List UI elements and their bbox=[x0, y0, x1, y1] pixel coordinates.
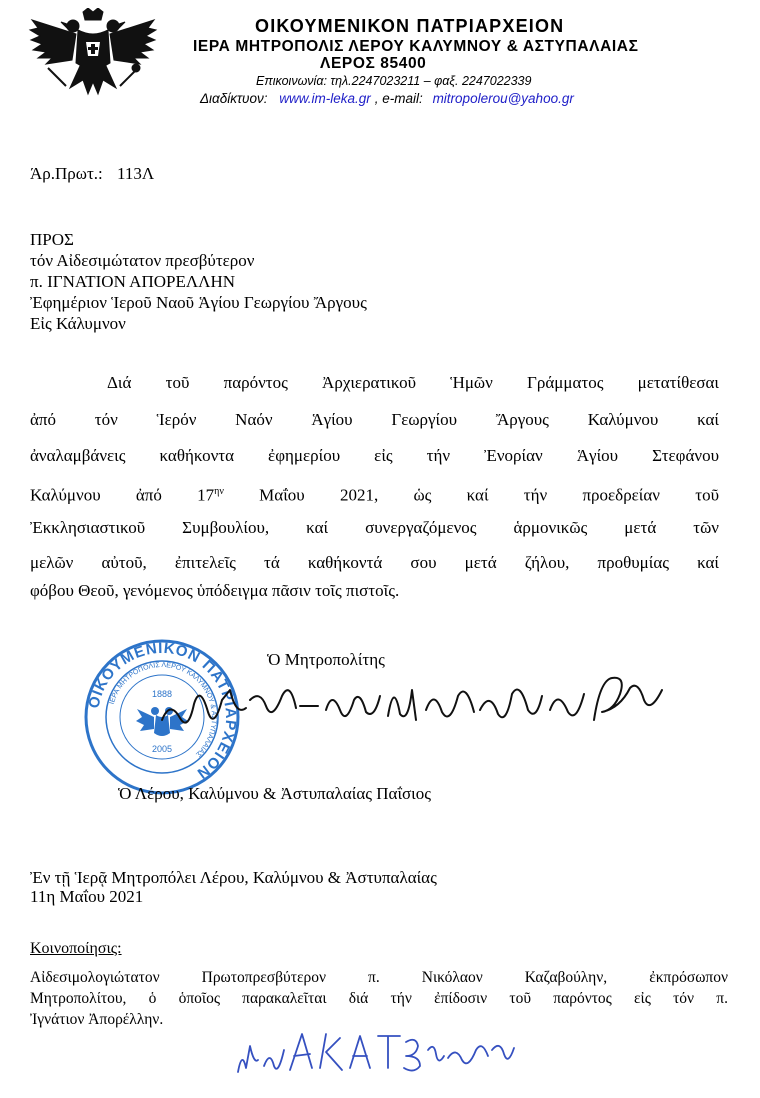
protocol-label: Άρ.Πρωτ.: bbox=[30, 164, 103, 183]
body-line-7: φόβου Θεοῦ, γενόμενος ὑπόδειγμα πᾶσιν τοῖς πιστοῖς. bbox=[30, 581, 400, 600]
delegate-handwritten-signature bbox=[230, 1020, 520, 1080]
body-line-4a: Καλύμνου ἀπό 17 bbox=[30, 485, 215, 505]
date-line: 11η Μαΐου 2021 bbox=[30, 887, 144, 906]
cc-line-3: Ἰγνάτιον Ἀπορέλλην. bbox=[30, 1011, 164, 1028]
recipient-line-3: Ἐφημέριον Ἱεροῦ Ναοῦ Ἁγίου Γεωργίου Ἄργους bbox=[30, 293, 367, 312]
cc-heading: Κοινοποίησις: bbox=[30, 940, 122, 957]
signature-name: Ὁ Λέρου, Καλύμνου & Ἀστυπαλαίας Παΐσιος bbox=[118, 784, 431, 803]
body-line-4b: Μαΐου 2021, ὡς καί τήν προεδρείαν τοῦ bbox=[259, 485, 719, 505]
signature-title: Ὁ Μητροπολίτης bbox=[267, 650, 385, 669]
body-line-4-superscript: ην bbox=[214, 486, 224, 497]
email-link[interactable]: mitropolerou@yahoo.gr bbox=[432, 91, 574, 106]
seal-outer-text: ΟΙΚΟΥΜΕΝΙΚΟΝ ΠΑΤΡΙΑΡΧΕΙΟΝ bbox=[85, 639, 240, 783]
body-line-4 bbox=[30, 482, 719, 506]
recipient-to: ΠΡΟΣ bbox=[30, 230, 74, 249]
body-line-1: Διά τοῦ παρόντος Ἀρχιερατικοῦ Ἡμῶν Γράμματος μετατίθεσαι bbox=[107, 373, 719, 392]
recipient-line-1: τόν Αἰδεσιμώτατον πρεσβύτερον bbox=[30, 251, 255, 270]
cc-line-1: Αἰδεσιμολογιώτατον Πρωτοπρεσβύτερον π. Νικόλαον Καζαβούλην, ἐκπρόσωπον bbox=[30, 969, 728, 986]
patriarchate-title: ΟΙΚΟΥΜΕΝΙΚΟΝ ΠΑΤΡΙΑΡΧΕΙΟΝ bbox=[255, 16, 565, 36]
recipient-line-2: π. ΙΓΝΑΤΙΟΝ ΑΠΟΡΕΛΛΗΝ bbox=[30, 272, 236, 291]
body-line-3: ἀναλαμβάνεις καθήκοντα ἐφημερίου εἰς τήν Ἐνορίαν Ἁγίου Στεφάνου bbox=[30, 446, 719, 465]
metropolitan-handwritten-signature bbox=[150, 660, 680, 740]
place-line: Ἐν τῇ Ἱερᾷ Μητροπόλει Λέρου, Καλύμνου & Ἀστυπαλαίας bbox=[30, 868, 437, 887]
cc-line-2: Μητροπολίτου, ὁ ὁποῖος παρακαλεῖται διά τήν ἐπίδοσιν τοῦ παρόντος εἰς τόν π. bbox=[30, 990, 728, 1007]
recipient-line-4: Εἰς Κάλυμνον bbox=[30, 314, 126, 333]
internet-label: Διαδίκτυον: bbox=[200, 91, 268, 106]
seal-year-renewed: 2005 bbox=[151, 744, 173, 754]
seal-year-founded: 1888 bbox=[151, 689, 173, 699]
body-line-6: μελῶν αὐτοῦ, ἐπιτελεῖς τά καθήκοντά σου μετά ζήλου, προθυμίας καί bbox=[30, 553, 719, 572]
seal-inner-text: ΙΕΡΑ ΜΗΤΡΟΠΟΛΙΣ ΛΕΡΟΥ ΚΑΛΥΜΝΟΥ & ΑΣΤΥΠΑΛΑΙΑΣ bbox=[108, 661, 218, 758]
website-link[interactable]: www.im-leka.gr bbox=[279, 91, 371, 106]
protocol-number: 113Λ bbox=[117, 164, 155, 183]
internet-line bbox=[200, 91, 574, 106]
double-headed-eagle-logo bbox=[28, 8, 158, 100]
email-label: , e-mail: bbox=[374, 91, 423, 106]
contact-info: Επικοινωνία: τηλ.2247023211 – φαξ. 2247022339 bbox=[256, 74, 532, 88]
body-line-5: Ἐκκλησιαστικοῦ Συμβουλίου, καί συνεργαζόμενος ἁρμονικῶς μετά τῶν bbox=[30, 518, 719, 537]
protocol-line bbox=[30, 164, 154, 184]
metropolis-name: ΙΕΡΑ ΜΗΤΡΟΠΟΛΙΣ ΛΕΡΟΥ ΚΑΛΥΜΝΟΥ & ΑΣΤΥΠΑΛΑΙΑΣ bbox=[193, 38, 639, 55]
body-line-2: ἀπό τόν Ἱερόν Ναόν Ἁγίου Γεωργίου Ἄργους Καλύμνου καί bbox=[30, 410, 719, 429]
city-postcode: ΛΕΡΟΣ 85400 bbox=[320, 55, 427, 72]
